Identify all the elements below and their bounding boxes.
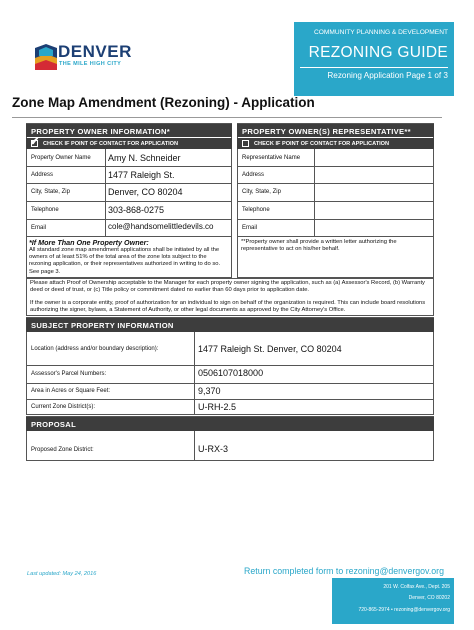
subject-property-title: SUBJECT PROPERTY INFORMATION — [31, 321, 174, 330]
owner-contact-label: CHECK IF POINT OF CONTACT FOR APPLICATION — [43, 141, 179, 147]
representative-name-label: Representative Name — [242, 155, 301, 161]
area-label: Area in Acres or Square Feet: — [31, 388, 111, 394]
row-divider — [237, 166, 434, 167]
proposal-header — [26, 417, 434, 431]
location-field[interactable]: 1477 Raleigh St. Denver, CO 80204 — [198, 344, 342, 354]
title-rule — [12, 117, 442, 118]
current-zone-label: Current Zone District(s): — [31, 404, 96, 410]
owner-telephone-field[interactable]: 303-868-0275 — [108, 205, 165, 215]
logo-tagline: THE MILE HIGH CITY — [59, 61, 122, 67]
department-label: COMMUNITY PLANNING & DEVELOPMENT — [314, 29, 448, 36]
footer-address-line-2: Denver, CO 80202 — [408, 595, 450, 601]
guide-header-box — [294, 22, 454, 96]
representative-contact-checkbox[interactable] — [242, 140, 249, 147]
multiple-owners-heading: *If More Than One Property Owner: — [29, 238, 149, 247]
subject-column-divider — [194, 332, 195, 415]
representative-section-title: PROPERTY OWNER(S) REPRESENTATIVE** — [242, 127, 411, 136]
row-divider — [237, 183, 434, 184]
representative-email-label: Email — [242, 225, 258, 231]
owner-name-label: Property Owner Name — [31, 155, 91, 161]
owner-city-field[interactable]: Denver, CO 80204 — [108, 187, 183, 197]
row-divider — [237, 201, 434, 202]
footer-contact-box — [332, 578, 454, 624]
checkmark-icon: ✔ — [30, 136, 40, 148]
multiple-owners-note: All standard zone map amendment applications shall be initiated by all the owners of at least 51% of the total area of the zone lots subject to the rezoning application, or their representatives authorized in writing to do so. See page 3. — [29, 247, 221, 275]
owner-address-label: Address — [31, 172, 54, 178]
footer-address-line-1: 201 W. Colfax Ave., Dept. 205 — [383, 584, 450, 590]
owner-telephone-label: Telephone — [31, 207, 59, 213]
location-label: Location (address and/or boundary description): — [31, 346, 159, 352]
parcel-numbers-field[interactable]: 0506107018000 — [198, 368, 264, 378]
corporate-authorization-note: If the owner is a corporate entity, proof of authorization for an individual to sign on behalf of the organization is required. This can include board resolutions authorizing the signer, bylaws, a Statement of Authority, or other legal documents as approved by the City Attorney's Office. — [30, 300, 426, 314]
representative-telephone-label: Telephone — [242, 207, 270, 213]
proposed-zone-label: Proposed Zone District: — [31, 447, 94, 453]
representative-city-label: City, State, Zip — [242, 189, 281, 195]
last-updated-date: Last updated: May 24, 2016 — [27, 571, 97, 577]
proposed-zone-field[interactable]: U-RX-3 — [198, 444, 229, 454]
proposal-title: PROPOSAL — [31, 420, 77, 429]
representative-column-divider — [314, 149, 315, 236]
owner-email-field[interactable]: cole@handsomelittledevils.co — [108, 222, 214, 231]
parcel-numbers-label: Assessor's Parcel Numbers: — [31, 371, 107, 377]
representative-contact-label: CHECK IF POINT OF CONTACT FOR APPLICATION — [254, 141, 390, 147]
denver-logo-icon — [31, 44, 61, 74]
row-divider — [26, 383, 434, 384]
owner-column-divider — [105, 149, 106, 236]
current-zone-field[interactable]: U-RH-2.5 — [198, 402, 237, 412]
row-divider — [26, 201, 232, 202]
row-divider — [26, 183, 232, 184]
representative-address-label: Address — [242, 172, 265, 178]
owner-section-title: PROPERTY OWNER INFORMATION* — [31, 127, 171, 136]
owner-name-field[interactable]: Amy N. Schneider — [108, 153, 181, 163]
page-indicator: Rezoning Application Page 1 of 3 — [327, 71, 448, 80]
proof-of-ownership-box — [26, 278, 434, 316]
row-divider — [26, 166, 232, 167]
owner-section-header — [26, 124, 232, 137]
owner-city-label: City, State, Zip — [31, 189, 70, 195]
representative-section-header — [237, 124, 434, 137]
proof-of-ownership-note: Please attach Proof of Ownership acceptable to the Manager for each property owner signing the application, such as (a) Assessor's Record, (b) Warranty deed or deed of trust, or (c) Title policy or commitment dated no earlier than 60 days prior to application date. — [30, 280, 425, 294]
row-divider — [26, 219, 232, 220]
owner-address-field[interactable]: 1477 Raleigh St. — [108, 170, 175, 180]
logo-wordmark: DENVER — [58, 42, 132, 61]
subject-property-header — [26, 318, 434, 332]
row-divider — [237, 219, 434, 220]
owner-contact-row[interactable] — [26, 138, 232, 149]
page-title: Zone Map Amendment (Rezoning) - Application — [12, 95, 315, 110]
return-instructions: Return completed form to rezoning@denvergov.org — [244, 566, 444, 576]
footer-contact-line[interactable]: 720-865-2974 • rezoning@denvergov.org — [358, 607, 450, 613]
header-divider — [300, 67, 448, 68]
row-divider — [26, 236, 232, 237]
row-divider — [26, 399, 434, 400]
row-divider — [237, 236, 434, 237]
proposal-column-divider — [194, 431, 195, 461]
representative-contact-row[interactable] — [237, 138, 434, 149]
guide-title: REZONING GUIDE — [308, 44, 448, 61]
row-divider — [26, 365, 434, 366]
owner-email-label: Email — [31, 225, 47, 231]
area-field[interactable]: 9,370 — [198, 386, 221, 396]
representative-note: **Property owner shall provide a written letter authorizing the representative to act on his/her behalf. — [241, 239, 397, 253]
